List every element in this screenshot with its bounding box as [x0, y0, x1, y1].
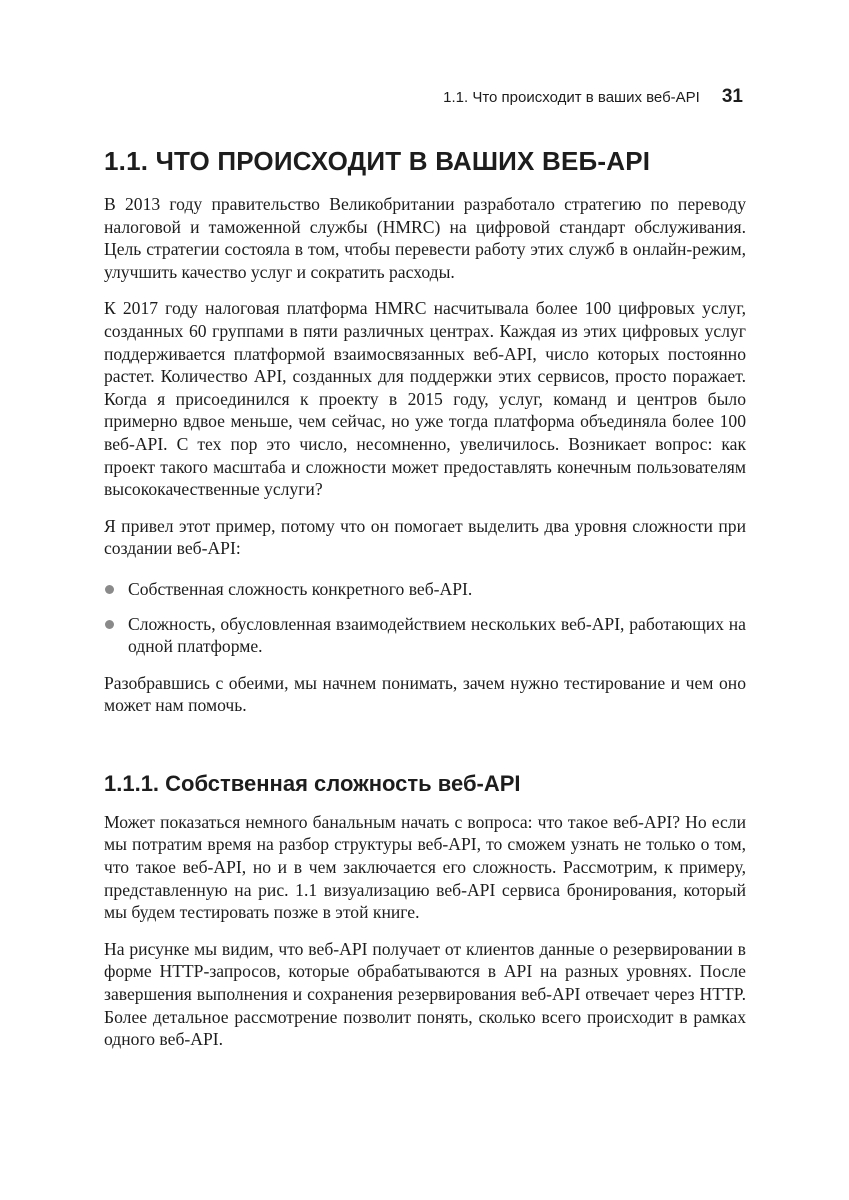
page-number: 31	[721, 86, 743, 107]
paragraph-intro: В 2013 году правительство Великобритании разработало стратегию по переводу налоговой и таможенной службы (HMRC) на цифровой стандарт обслуживания. Цель стратегии состояла в том, чтобы перевести работу этих служб в онлайн-режим, улучшить качество услуг и сократить расходы.	[104, 194, 746, 282]
running-title: 1.1. Что происходит в ваших веб-API	[443, 89, 700, 106]
bullet-dot-icon	[105, 620, 114, 629]
list-item-text: Сложность, обусловленная взаимодействием нескольких веб-API, работающих на одной платформе.	[128, 613, 746, 657]
running-header	[443, 86, 743, 108]
subsection-title: 1.1.1. Собственная сложность веб-API	[104, 770, 521, 796]
paragraph-what-is-api: Может показаться немного банальным начать с вопроса: что такое веб-API? Но если мы потратим время на разбор структуры веб-API, то сможем узнать не только о том, что такое веб-API, но и в чем заключается его сложность. Рассмотрим, к примеру, представленную на рис. 1.1 визуализацию веб-API сервиса бронирования, который мы будем тестировать позже в этой книге.	[104, 811, 746, 923]
list-item	[104, 613, 746, 658]
list-item-text: Собственная сложность конкретного веб-API.	[128, 578, 473, 599]
paragraph-complexity-levels: Я привел этот пример, потому что он помогает выделить два уровня сложности при создании веб-API:	[104, 515, 746, 559]
bullet-list	[104, 578, 746, 658]
paragraph-hmrc-platform: К 2017 году налоговая платформа HMRC насчитывала более 100 цифровых услуг, созданных 60 группами в пяти различных центрах. Каждая из этих цифровых услуг поддерживается платформой взаимосвязанных веб-API, число которых постоянно растет. Количество API, созданных для поддержки этих сервисов, просто поражает. Когда я присоединился к проекту в 2015 году, услуг, команд и центров было примерно вдвое меньше, чем сейчас, но уже тогда платформа объединяла более 100 веб-API. С тех пор это число, несомненно, увеличилось. Возникает вопрос: как проект такого масштаба и сложности может предоставлять конечным пользователям высококачественные услуги?	[104, 298, 746, 500]
list-item	[104, 578, 746, 601]
section-title: 1.1. ЧТО ПРОИСХОДИТ В ВАШИХ ВЕБ-API	[104, 146, 651, 176]
paragraph-figure-description: На рисунке мы видим, что веб-API получает от клиентов данные о резервировании в форме HTTP-запросов, которые обрабатываются в API на разных уровнях. После завершения выполнения и сохранения резервирования веб-API отвечает через HTTP. Более детальное рассмотрение позволит понять, сколько всего происходит в рамках одного веб-API.	[104, 938, 746, 1050]
bullet-dot-icon	[105, 585, 114, 594]
page-content	[104, 144, 746, 1065]
paragraph-closing: Разобравшись с обеими, мы начнем понимать, зачем нужно тестирование и чем оно может нам помочь.	[104, 672, 746, 716]
